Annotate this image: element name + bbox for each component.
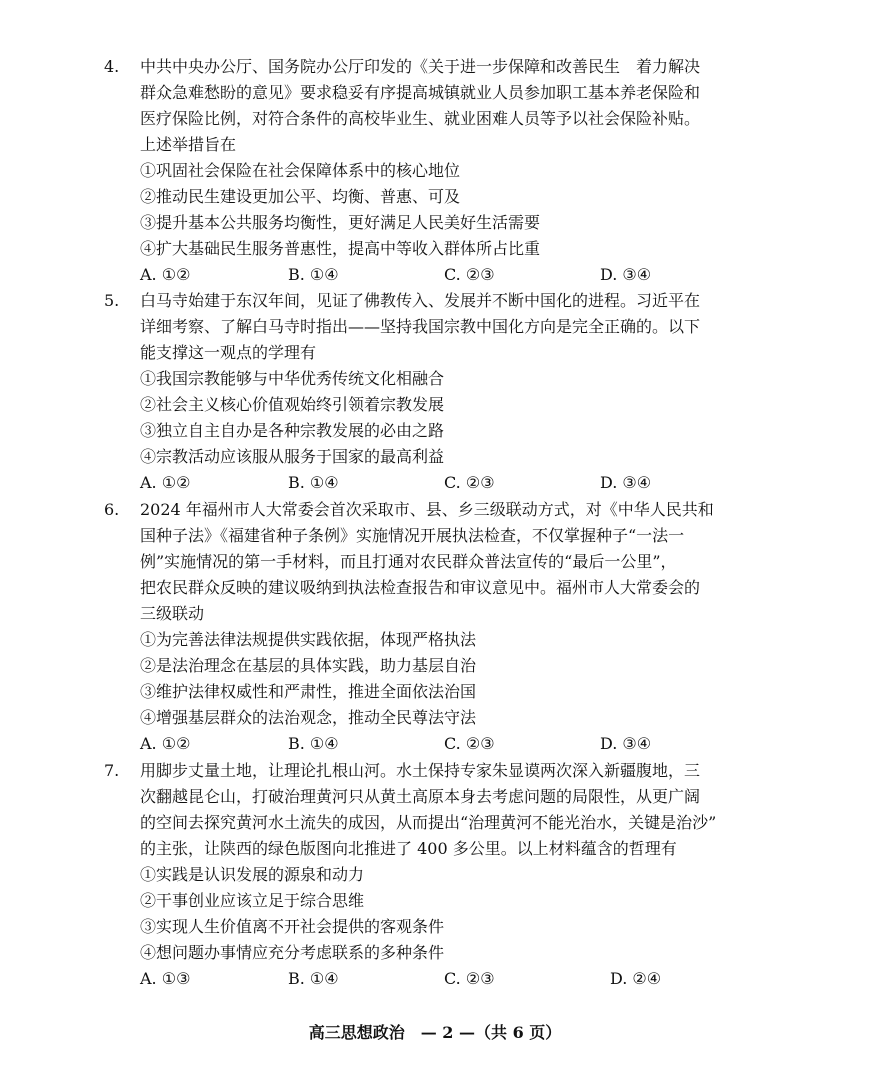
answer-options — [104, 966, 784, 992]
option-c: C. ②③ — [444, 473, 495, 492]
answer-options — [104, 262, 784, 288]
option-d: D. ③④ — [600, 734, 652, 753]
question-4 — [104, 54, 784, 288]
question-stem-line: 4. 中共中央办公厅、国务院办公厅印发的《关于进一步保障和改善民生 着力解决 — [104, 54, 784, 80]
option-d: D. ②④ — [610, 969, 662, 988]
question-number: 5. — [104, 291, 120, 310]
question-stem-line: 详细考察、了解白马寺时指出——坚持我国宗教中国化方向是完全正确的。以下 — [140, 317, 701, 336]
statement-item: ②社会主义核心价值观始终引领着宗教发展 — [140, 395, 445, 414]
option-a: A. ①② — [140, 265, 191, 284]
statement-item: ①为完善法律法规提供实践依据，体现严格执法 — [140, 630, 477, 649]
statement-item: ③实现人生价值离不开社会提供的客观条件 — [140, 917, 445, 936]
option-a: A. ①② — [140, 734, 191, 753]
option-c: C. ②③ — [444, 969, 495, 988]
question-stem-line: 国种子法》《福建省种子条例》实施情况开展执法检查，不仅掌握种子“一法一 — [140, 526, 685, 545]
question-stem-line: 次翻越昆仑山，打破治理黄河只从黄土高原本身去考虑问题的局限性，从更广阔 — [140, 787, 701, 806]
statement-item: ④扩大基础民生服务普惠性，提高中等收入群体所占比重 — [140, 239, 541, 258]
question-stem-line: 的空间去探究黄河水土流失的成因，从而提出“治理黄河不能光治水，关键是治沙” — [140, 813, 717, 832]
question-5 — [104, 288, 784, 496]
question-stem-line: 三级联动 — [140, 604, 205, 623]
option-b: B. ①④ — [288, 473, 339, 492]
question-stem-line: 医疗保险比例，对符合条件的高校毕业生、就业困难人员等予以社会保险补贴。 — [140, 109, 701, 128]
question-stem-line: 例”实施情况的第一手材料，而且打通对农民群众普法宣传的“最后一公里”， — [140, 552, 677, 571]
question-stem-line: 群众急难愁盼的意见》要求稳妥有序提高城镇就业人员参加职工基本养老保险和 — [140, 83, 701, 102]
option-a: A. ①③ — [140, 969, 191, 988]
statement-item: ④想问题办事情应充分考虑联系的多种条件 — [140, 943, 445, 962]
option-d: D. ③④ — [600, 265, 652, 284]
answer-options — [104, 731, 784, 757]
statement-item: ③维护法律权威性和严肃性，推进全面依法治国 — [140, 682, 477, 701]
question-number: 6. — [104, 500, 120, 519]
statement-item: ④宗教活动应该服从服务于国家的最高利益 — [140, 447, 445, 466]
question-stem-line: 能支撑这一观点的学理有 — [140, 343, 317, 362]
question-stem-line: 6. 2024 年福州市人大常委会首次采取市、县、乡三级联动方式，对《中华人民共和 — [104, 497, 784, 523]
option-d: D. ③④ — [600, 473, 652, 492]
statement-item: ①实践是认识发展的源泉和动力 — [140, 865, 365, 884]
option-b: B. ①④ — [288, 734, 339, 753]
option-a: A. ①② — [140, 473, 191, 492]
answer-options — [104, 470, 784, 496]
question-number: 4. — [104, 57, 120, 76]
question-stem-line: 上述举措旨在 — [140, 135, 237, 154]
question-stem-line: 7. 用脚步丈量土地，让理论扎根山河。水土保持专家朱显谟两次深入新疆腹地，三 — [104, 758, 784, 784]
option-b: B. ①④ — [288, 969, 339, 988]
page-footer: 高三思想政治 — 2 —（共 6 页） — [308, 1023, 562, 1042]
statement-item: ③独立自主自办是各种宗教发展的必由之路 — [140, 421, 445, 440]
statement-item: ①我国宗教能够与中华优秀传统文化相融合 — [140, 369, 445, 388]
question-6 — [104, 497, 784, 757]
statement-item: ④增强基层群众的法治观念，推动全民尊法守法 — [140, 708, 477, 727]
statement-item: ②干事创业应该立足于综合思维 — [140, 891, 365, 910]
statement-item: ②推动民生建设更加公平、均衡、普惠、可及 — [140, 187, 461, 206]
question-7 — [104, 758, 784, 992]
option-c: C. ②③ — [444, 265, 495, 284]
question-stem-line: 的主张，让陕西的绿色版图向北推进了 400 多公里。以上材料蕴含的哲理有 — [140, 839, 677, 858]
option-b: B. ①④ — [288, 265, 339, 284]
option-c: C. ②③ — [444, 734, 495, 753]
question-stem-line: 5. 白马寺始建于东汉年间，见证了佛教传入、发展并不断中国化的进程。习近平在 — [104, 288, 784, 314]
question-number: 7. — [104, 761, 120, 780]
statement-item: ③提升基本公共服务均衡性，更好满足人民美好生活需要 — [140, 213, 541, 232]
question-stem-line: 把农民群众反映的建议吸纳到执法检查报告和审议意见中。福州市人大常委会的 — [140, 578, 701, 597]
statement-item: ②是法治理念在基层的具体实践，助力基层自治 — [140, 656, 477, 675]
statement-item: ①巩固社会保险在社会保障体系中的核心地位 — [140, 161, 461, 180]
